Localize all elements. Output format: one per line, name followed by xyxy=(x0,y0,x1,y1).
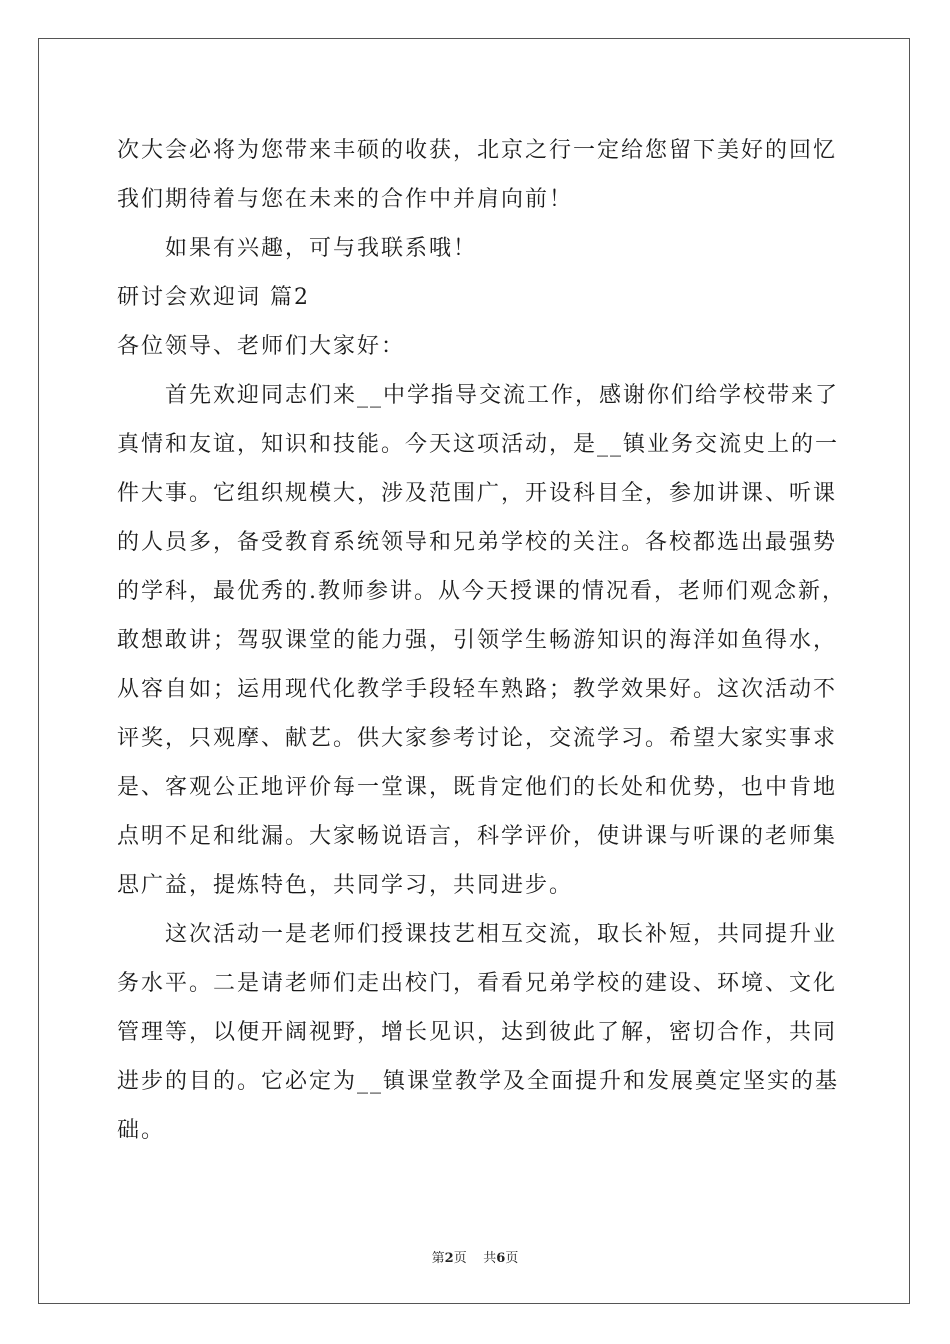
paragraph-line: 如果有兴趣，可与我联系哦！ xyxy=(165,236,478,261)
paragraph-line: 进步的目的。它必定为__镇课堂教学及全面提升和发展奠定坚实的基 xyxy=(117,1069,840,1094)
document-body xyxy=(117,126,846,1155)
paragraph-line: 从容自如；运用现代化教学手段轻车熟路；教学效果好。这次活动不 xyxy=(117,677,838,702)
page-number-prefix: 第 xyxy=(431,1251,445,1266)
paragraph-line: 评奖，只观摩、献艺。供大家参考讨论，交流学习。希望大家实事求 xyxy=(117,726,838,751)
salutation: 各位领导、老师们大家好： xyxy=(117,334,406,359)
paragraph-line: 是、客观公正地评价每一堂课，既肯定他们的长处和优势，也中肯地 xyxy=(117,775,838,800)
section-heading: 研讨会欢迎词 篇2 xyxy=(117,285,310,310)
paragraph-line: 的人员多，备受教育系统领导和兄弟学校的关注。各校都选出最强势 xyxy=(117,530,838,555)
paragraph-line: 我们期待着与您在未来的合作中并肩向前！ xyxy=(117,187,574,212)
paragraph-line: 件大事。它组织规模大，涉及范围广，开设科目全，参加讲课、听课 xyxy=(117,481,838,506)
paragraph-line: 点明不足和纰漏。大家畅说语言，科学评价，使讲课与听课的老师集 xyxy=(117,824,838,849)
page-total-suffix: 页 xyxy=(505,1251,519,1266)
paragraph-line: 务水平。二是请老师们走出校门，看看兄弟学校的建设、环境、文化 xyxy=(117,971,838,996)
paragraph-line: 次大会必将为您带来丰硕的收获，北京之行一定给您留下美好的回忆 xyxy=(117,138,838,163)
paragraph-line: 础。 xyxy=(117,1118,166,1143)
paragraph-line: 思广益，提炼特色，共同学习，共同进步。 xyxy=(117,873,574,898)
page-footer xyxy=(0,1247,950,1266)
page-number-suffix: 页 xyxy=(453,1251,467,1266)
paragraph-line: 这次活动一是老师们授课技艺相互交流，取长补短，共同提升业 xyxy=(165,922,838,947)
page-total-prefix: 共 xyxy=(483,1251,497,1266)
paragraph-line: 敢想敢讲；驾驭课堂的能力强，引领学生畅游知识的海洋如鱼得水， xyxy=(117,628,838,653)
page-number-current: 2 xyxy=(444,1251,454,1266)
paragraph-line: 管理等，以便开阔视野，增长见识，达到彼此了解，密切合作，共同 xyxy=(117,1020,838,1045)
paragraph-line: 首先欢迎同志们来__中学指导交流工作，感谢你们给学校带来了 xyxy=(165,383,840,408)
page-number-total: 6 xyxy=(496,1251,506,1266)
paragraph-line: 真情和友谊，知识和技能。今天这项活动，是__镇业务交流史上的一 xyxy=(117,432,840,457)
paragraph-line: 的学科，最优秀的.教师参讲。从今天授课的情况看，老师们观念新， xyxy=(117,579,846,604)
